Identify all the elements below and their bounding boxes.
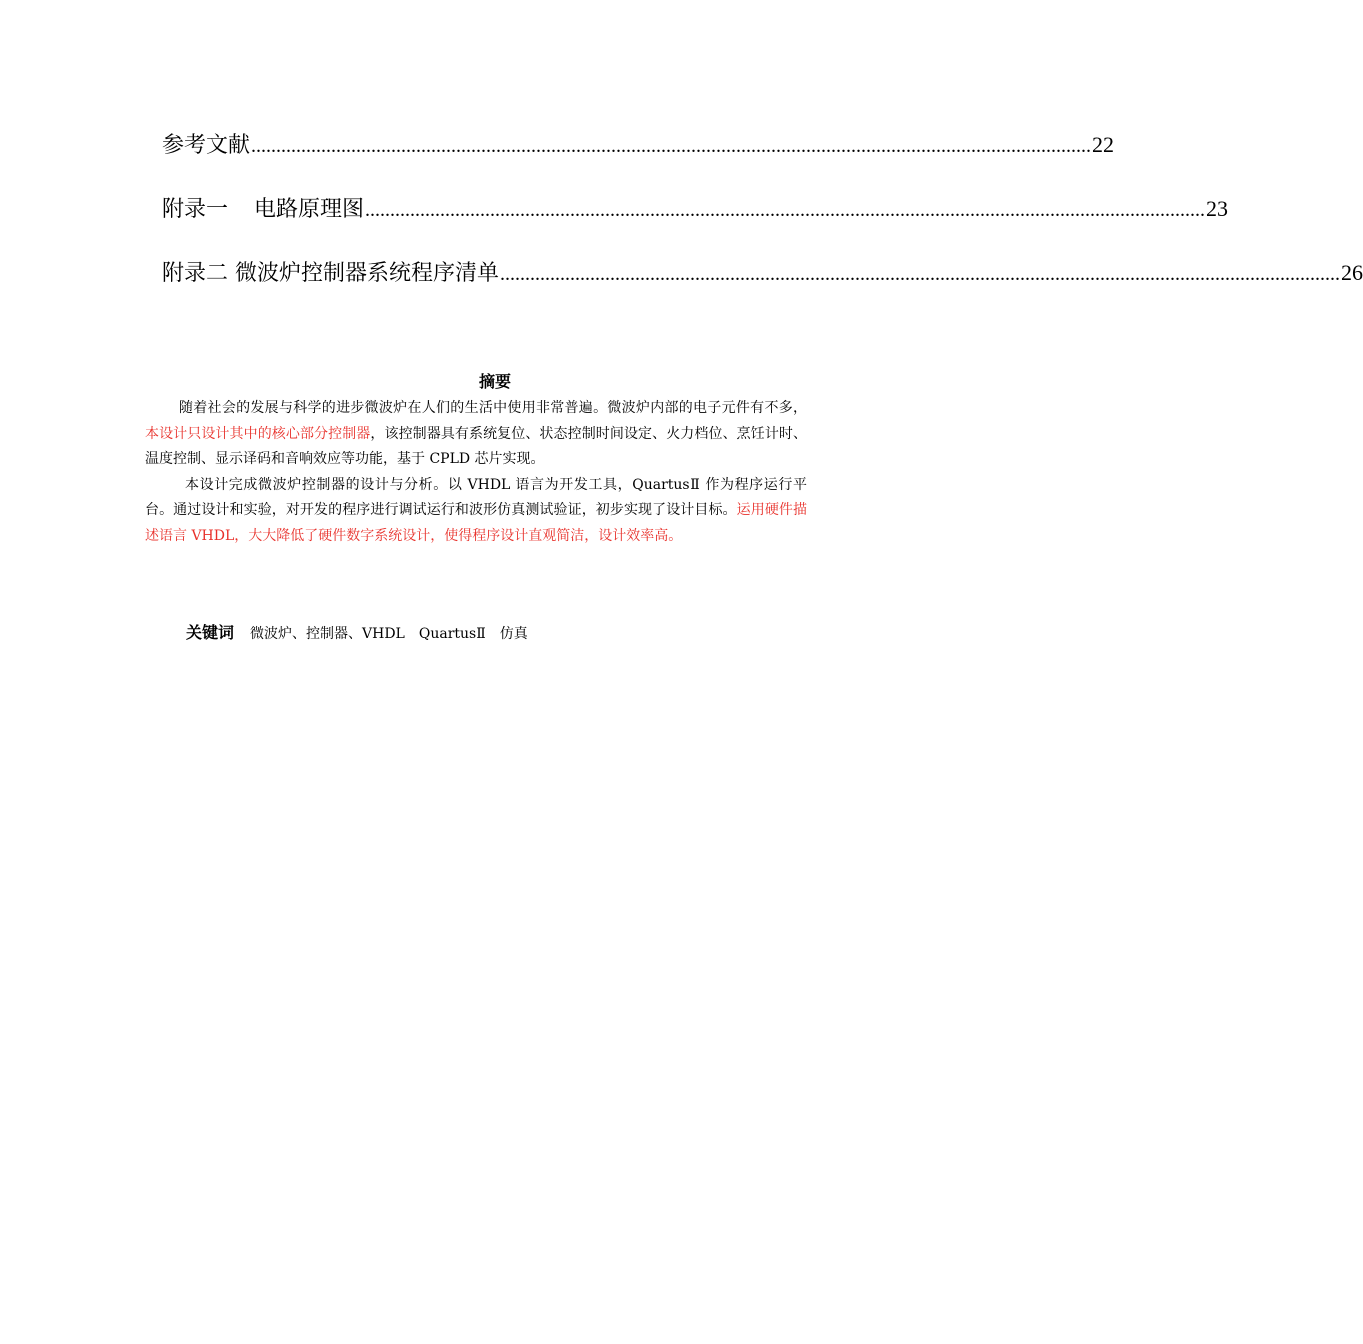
toc-entry-appendix-2[interactable] xyxy=(162,256,1363,320)
abstract-highlight: 运用硬件描述语言 VHDL，大大降低了硬件数字系统设计，使得程序设计直观简洁，设计效率高。 xyxy=(145,502,808,544)
toc-entry-appendix-1[interactable] xyxy=(162,192,1229,256)
toc-entry-label: 附录一 xyxy=(162,197,229,222)
toc-entry-title xyxy=(162,192,364,223)
table-of-contents xyxy=(162,128,1363,320)
abstract-paragraph-1 xyxy=(145,396,807,473)
abstract-paragraph-2 xyxy=(145,473,807,550)
keywords-label: 关键词 xyxy=(186,623,235,642)
toc-entry-subtitle: 电路原理图 xyxy=(254,197,365,222)
keywords-line xyxy=(186,620,528,643)
toc-entry-title: 附录二 微波炉控制器系统程序清单 xyxy=(162,261,499,286)
toc-entry-page: 23 xyxy=(1206,196,1229,221)
toc-entry-references[interactable] xyxy=(162,128,1115,192)
toc-leader-dots: ........................................................................................................................................................................ xyxy=(500,263,1340,285)
abstract-heading: 摘要 xyxy=(478,372,511,391)
keywords-value: 微波炉、控制器、VHDL QuartusⅡ 仿真 xyxy=(250,626,528,642)
toc-leader-dots: ........................................................................................................................................................................ xyxy=(251,135,1092,157)
abstract-text: 本设计完成微波炉控制器的设计与分析。以 VHDL 语言为开发工具，QuartusⅡ 作为程序运行平台。通过设计和实验，对开发的程序进行调试运行和波形仿真测试验证，初步实现了设计目标。 xyxy=(145,476,807,518)
toc-entry-title: 参考文献 xyxy=(162,133,251,158)
toc-entry-page: 26 xyxy=(1341,260,1363,285)
abstract-highlight: 本设计只设计其中的核心部分控制器 xyxy=(145,425,371,442)
abstract-text: 随着社会的发展与科学的进步微波炉在人们的生活中使用非常普遍。微波炉内部的电子元件有不多， xyxy=(179,400,807,416)
toc-entry-page: 22 xyxy=(1092,132,1115,157)
abstract-body xyxy=(145,396,807,549)
toc-leader-dots: ........................................................................................................................................................................ xyxy=(365,199,1206,221)
abstract-text: ，该控制器具有系统复位、状态控制时间设定、火力档位、烹饪计时、温度控制、显示译码和音响效应等功能，基于 CPLD 芯片实现。 xyxy=(145,425,807,467)
